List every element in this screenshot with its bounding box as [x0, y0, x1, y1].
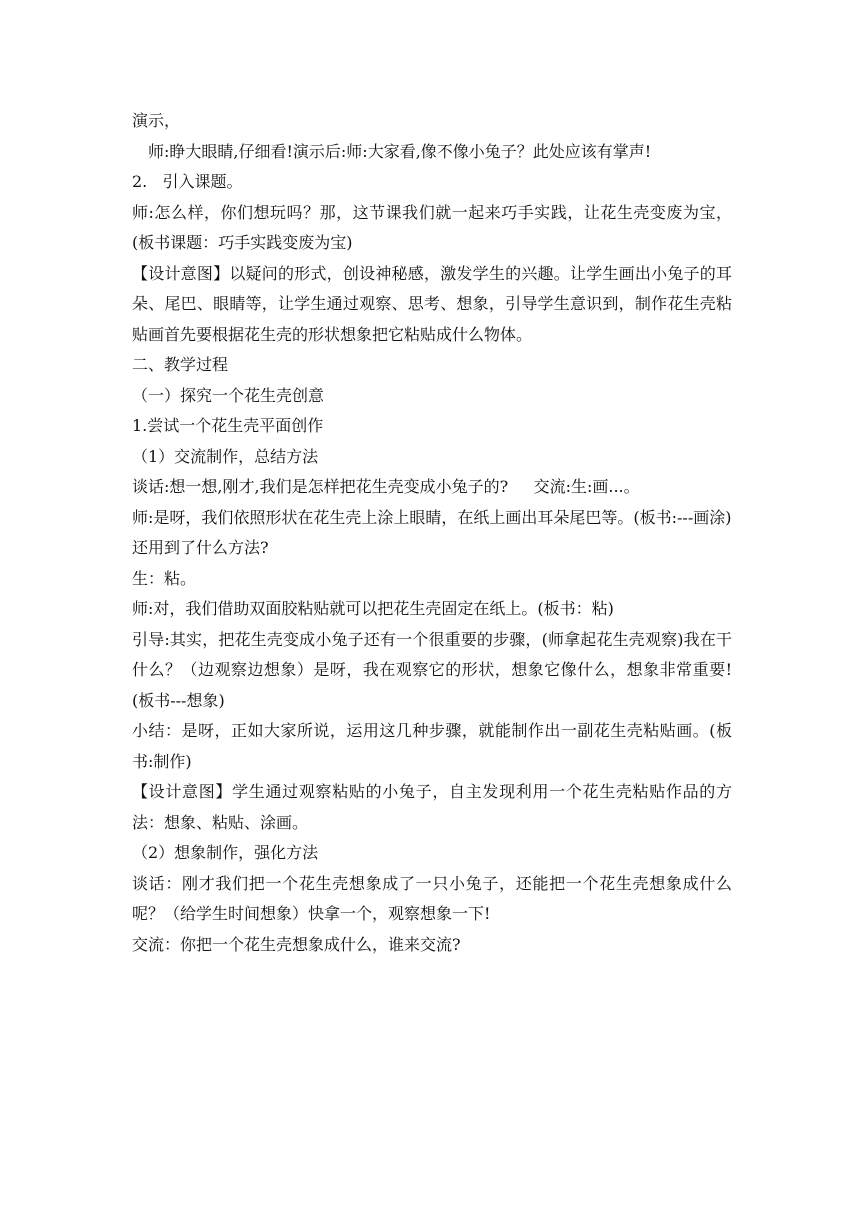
paragraph-design-intent-1: 【设计意图】以疑问的形式，创设神秘感，激发学生的兴趣。让学生画出小兔子的耳朵、尾巴、眼睛等，让学生通过观察、思考、想象，引导学生意识到，制作花生壳粘贴画首先要根据花生壳的形状想象把它粘贴成什么物体。 — [132, 263, 732, 344]
paragraph-teacher-question: 师:怎么样，你们想玩吗？那，这节课我们就一起来巧手实践，让花生壳变废为宝，(板书课题：巧手实践变废为宝) — [132, 202, 732, 252]
paragraph-talk-1: 谈话:想一想,刚才,我们是怎样把花生壳变成小兔子的? 交流:生:画...。 — [132, 477, 640, 496]
paragraph-demo: 演示， — [132, 111, 181, 130]
paragraph-introduce-topic: 2. 引入课题。 — [132, 172, 243, 191]
paragraph-student-paste: 生：粘。 — [132, 568, 197, 588]
step-heading-exchange: （1）交流制作，总结方法 — [132, 446, 319, 466]
paragraph-teacher-tape: 师:对，我们借助双面胶粘贴就可以把花生壳固定在纸上。(板书：粘) — [132, 599, 614, 618]
paragraph-exchange-final: 交流：你把一个花生壳想象成什么，谁来交流? — [132, 934, 461, 954]
paragraph-other-method: 还用到了什么方法? — [132, 538, 269, 557]
paragraph-teacher-shape: 师:是呀，我们依照形状在花生壳上涂上眼睛，在纸上画出耳朵尾巴等。(板书:---画涂) — [132, 507, 732, 527]
paragraph-guide: 引导:其实，把花生壳变成小兔子还有一个很重要的步骤，(师拿起花生壳观察)我在干什么？（边观察边想象）是呀，我在观察它的形状，想象它像什么，想象非常重要!(板书---想象) — [132, 629, 732, 710]
step-heading-imagine: （2）想象制作，强化方法 — [132, 843, 319, 862]
paragraph-summary: 小结：是呀，正如大家所说，运用这几种步骤，就能制作出一副花生壳粘贴画。(板书:制作) — [132, 721, 732, 771]
subsection-heading-explore: （一）探究一个花生壳创意 — [132, 385, 325, 405]
paragraph-design-intent-2: 【设计意图】学生通过观察粘贴的小兔子，自主发现利用一个花生壳粘贴作品的方法：想象、粘贴、涂画。 — [132, 782, 732, 832]
section-heading-teaching-process: 二、教学过程 — [132, 355, 229, 374]
paragraph-teacher-watch: 师:睁大眼睛,仔细看!演示后:师:大家看,像不像小兔子？此处应该有掌声! — [148, 141, 652, 161]
paragraph-talk-2: 谈话：刚才我们把一个花生壳想象成了一只小兔子，还能把一个花生壳想象成什么呢？（给学生时间想象）快拿一个，观察想象一下! — [132, 873, 732, 923]
subsection-heading-try-creation: 1.尝试一个花生壳平面创作 — [132, 416, 324, 435]
document-body — [132, 106, 732, 960]
